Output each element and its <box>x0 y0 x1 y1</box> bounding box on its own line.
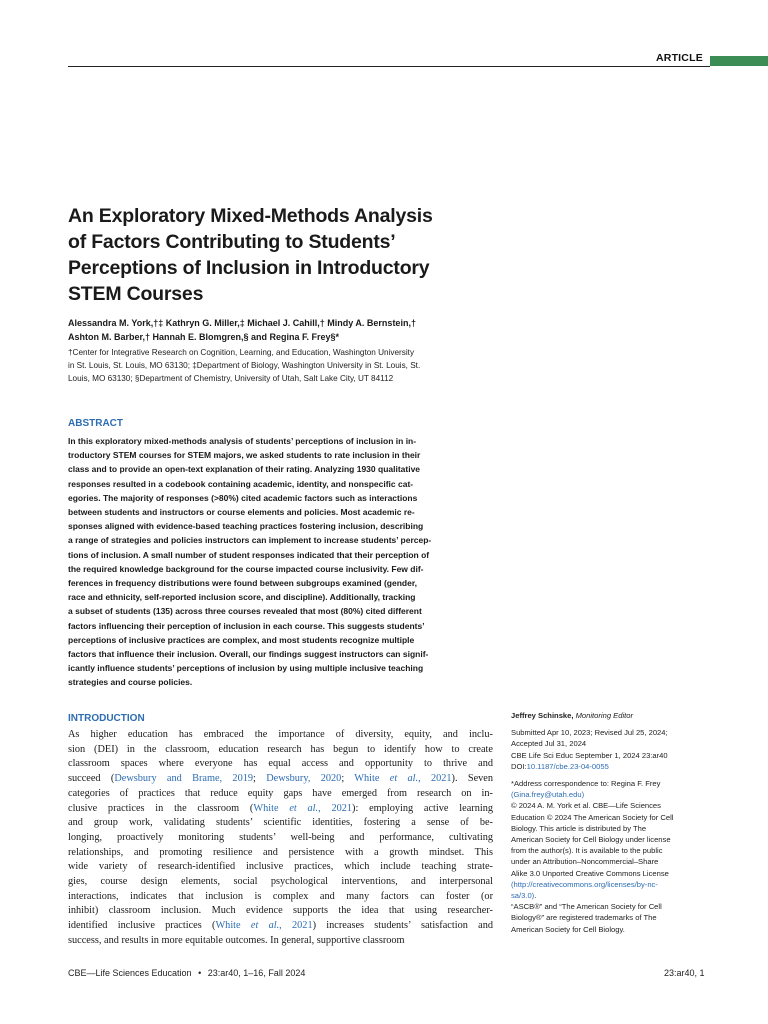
citation-link[interactable]: White et al., 2021 <box>354 773 452 785</box>
text-segment: inhibit) classroom inclusion. Much evidence supports the idea that using researcher- <box>68 905 493 917</box>
title-line: STEM Courses <box>68 283 204 305</box>
abstract-line: race and ethnicity, self-reported inclusion score, and discipline). Additionally, tracking <box>68 592 416 603</box>
text-segment: interactions, indicates that inclusion is complex and many factors can foster (or <box>68 890 493 902</box>
abstract-line: the required knowledge background for the course impacted course inclusivity. Few dif- <box>68 563 424 574</box>
text-segment: wide variety of research-identified inclusive practices, which include teaching strate- <box>68 861 493 873</box>
copyright-line <box>511 800 711 811</box>
text-segment: Education © 2024 The American Society for Cell <box>511 812 674 822</box>
abstract-line: factors influencing their perception of inclusion in each course. This suggests students’ <box>68 620 425 631</box>
abstract-line: troductory STEM courses for STEM majors, we asked students to rate inclusion in their <box>68 450 421 461</box>
citation-link[interactable]: White et al., 2021 <box>253 802 353 814</box>
copyright-line <box>511 812 711 823</box>
affiliation-line: in St. Louis, St. Louis, MO 63130; ‡Department of Biology, Washington University in St. Louis, St. <box>68 361 421 370</box>
text-segment: under an Attribution–Noncommercial–Share <box>511 857 659 867</box>
citation-link[interactable]: White et al., 2021 <box>215 920 313 932</box>
abstract-body <box>68 434 493 690</box>
paragraph-line <box>68 904 493 919</box>
citation-link[interactable]: sa/3.0) <box>511 891 535 901</box>
text-segment: longing, proactively monitoring students’ well-being and performance, cultivating <box>68 831 493 843</box>
trademark-line: “ASCB®” and “The American Society for Cell <box>511 902 662 912</box>
article-type-label: ARTICLE <box>656 52 703 64</box>
editor-name: Jeffrey Schinske, <box>511 711 574 720</box>
trademark-notice <box>511 901 711 935</box>
title-line: An Exploratory Mixed-Methods Analysis <box>68 205 433 227</box>
text-segment: ). Seven <box>451 773 494 785</box>
paragraph-line <box>68 787 493 802</box>
footer-page-number: 23:ar40, 1 <box>664 968 705 978</box>
doi-link[interactable]: 10.1187/cbe.23-04-0055 <box>526 761 609 771</box>
footer-journal-info <box>68 968 305 978</box>
text-segment: classroom spaces where everyone has equal access and opportunity to thrive and <box>68 758 493 770</box>
editor-role: Monitoring Editor <box>573 711 633 720</box>
doi-prefix: DOI: <box>511 761 527 771</box>
paragraph-line <box>68 846 493 861</box>
footer-bullet: • <box>198 968 202 978</box>
text-segment: ) increases students’ satisfaction and <box>312 920 494 932</box>
abstract-line: factors that influence their inclusion. Overall, our findings suggest instructors can signif- <box>68 649 429 660</box>
copyright-line <box>511 868 711 879</box>
abstract-line: a range of strategies and policies instructors can implement to increase students’ percep- <box>68 535 432 546</box>
text-segment: relationships, and promoting resilience and persistence with a growth mindset. This <box>68 846 493 858</box>
copyright-line <box>511 890 711 901</box>
copyright-line <box>511 834 711 845</box>
abstract-line: a subset of students (135) across three courses revealed that most (80%) cited different <box>68 606 422 617</box>
text-segment: succeed ( <box>68 773 115 785</box>
text-segment: success, and results in more equitable outcomes. In general, supportive classroom <box>68 934 405 946</box>
header-rule <box>68 66 710 67</box>
text-segment: Biology. This article is distributed by The <box>511 823 647 833</box>
monitoring-editor <box>511 710 711 721</box>
journal-citation: CBE Life Sci Educ September 1, 2024 23:ar40 <box>511 750 668 760</box>
abstract-line: tions of inclusion. A small number of student responses indicated that their perception of <box>68 549 430 560</box>
text-segment: and group work, validating students’ scientific identities, fostering a sense of be- <box>68 817 493 829</box>
text-segment: gies, course design elements, social psychological interventions, and interpersonal <box>68 876 493 888</box>
article-title <box>68 203 508 307</box>
text-segment: ): employing active learning <box>352 802 494 814</box>
abstract-line: class and to provide an open-text explanation of their rating. Analyzing 1930 qualitative <box>68 464 421 475</box>
copyright-line <box>511 845 711 856</box>
text-segment: sion (DEI) in the classroom, education research has begun to identify how to create <box>68 743 493 755</box>
abstract-line: perceptions of inclusive practices are complex, and most students recognize multiple <box>68 634 415 645</box>
abstract-heading: ABSTRACT <box>68 418 123 429</box>
paragraph-line <box>68 831 493 846</box>
text-segment: As higher education has embraced the importance of diversity, equity, and inclu- <box>68 729 493 740</box>
abstract-line: egories. The majority of responses (>80%) cited academic factors such as interactions <box>68 492 418 503</box>
article-metadata-sidebar <box>511 710 711 935</box>
acceptance-date: Accepted Jul 31, 2024 <box>511 739 587 749</box>
paragraph-line <box>68 875 493 890</box>
abstract-line: strategies and course policies. <box>68 677 193 688</box>
submission-dates: Submitted Apr 10, 2023; Revised Jul 25, 2024; <box>511 728 668 738</box>
paragraph-line <box>68 890 493 905</box>
correspondence-email-line <box>511 789 711 800</box>
doi-line <box>511 761 711 772</box>
correspondence-email-link[interactable]: (Gina.frey@utah.edu) <box>511 790 585 800</box>
author-line: Ashton M. Barber,† Hannah E. Blomgren,§ and Regina F. Frey§* <box>68 332 340 342</box>
text-segment: © 2024 A. M. York et al. CBE—Life Sciences <box>511 801 661 811</box>
abstract-line: In this exploratory mixed-methods analysis of students’ perceptions of inclusion in in- <box>68 436 417 446</box>
citation-link[interactable]: (http://creativecommons.org/licenses/by-nc- <box>511 879 658 889</box>
paragraph-line <box>68 816 493 831</box>
introduction-body <box>68 728 493 949</box>
trademark-line: Biology®” are registered trademarks of The <box>511 913 657 923</box>
text-segment: American Society for Cell Biology under license <box>511 835 671 845</box>
abstract-line: responses resulted in a codebook containing academic, identity, and nonspecific cat- <box>68 478 414 489</box>
paragraph-line <box>68 757 493 772</box>
paragraph-line <box>68 802 493 817</box>
copyright-line <box>511 856 711 867</box>
copyright-line <box>511 823 711 834</box>
copyright-notice <box>511 800 711 901</box>
affiliations <box>68 346 508 385</box>
author-line: Alessandra M. York,†‡ Kathryn G. Miller,‡ Michael J. Cahill,† Mindy A. Bernstein,† <box>68 318 416 328</box>
text-segment: ; <box>341 773 355 785</box>
paragraph-line <box>68 919 493 934</box>
footer-journal: CBE—Life Sciences Education <box>68 968 192 978</box>
abstract-line: between students and instructors or course elements and policies. Most academic re- <box>68 507 415 518</box>
introduction-heading: INTRODUCTION <box>68 713 145 724</box>
text-segment: clusive practices in the classroom ( <box>68 802 254 814</box>
text-segment: . <box>534 891 537 901</box>
title-line: of Factors Contributing to Students’ <box>68 231 396 253</box>
affiliation-line: †Center for Integrative Research on Cognition, Learning, and Education, Washington University <box>68 348 415 357</box>
copyright-line <box>511 879 711 890</box>
correspondence: *Address correspondence to: Regina F. Frey <box>511 779 661 789</box>
abstract-line: icantly influence students’ perceptions of inclusion by using multiple inclusive teaching <box>68 663 424 674</box>
paragraph-line <box>68 728 493 743</box>
trademark-line: American Society for Cell Biology. <box>511 924 625 934</box>
text-segment: identified inclusive practices ( <box>68 920 216 932</box>
text-segment: Alike 3.0 Unported Creative Commons License <box>511 868 669 878</box>
footer-issue: 23:ar40, 1–16, Fall 2024 <box>207 968 306 978</box>
paragraph-line <box>68 743 493 758</box>
abstract-line: ferences in frequency distributions were found between subgroups examined (gender, <box>68 578 418 589</box>
title-line: Perceptions of Inclusion in Introductory <box>68 257 430 279</box>
abstract-line: sponses aligned with evidence-based teaching practices fostering inclusion, describing <box>68 521 424 532</box>
paragraph-line <box>68 860 493 875</box>
citation-link[interactable]: Dewsbury and Brame, 2019 <box>114 773 254 785</box>
affiliation-line: Louis, MO 63130; §Department of Chemistry, University of Utah, Salt Lake City, UT 84112 <box>68 374 394 383</box>
text-segment: ; <box>253 773 267 785</box>
paragraph-line <box>68 772 493 787</box>
paragraph-line <box>68 934 493 949</box>
author-list <box>68 316 508 344</box>
text-segment: from the author(s). It is available to the public <box>511 846 663 856</box>
text-segment: categories of practices that reduce equity gaps have emerged from research on in- <box>68 787 493 799</box>
citation-link[interactable]: Dewsbury, 2020 <box>266 773 342 785</box>
header-accent-bar <box>710 56 768 66</box>
